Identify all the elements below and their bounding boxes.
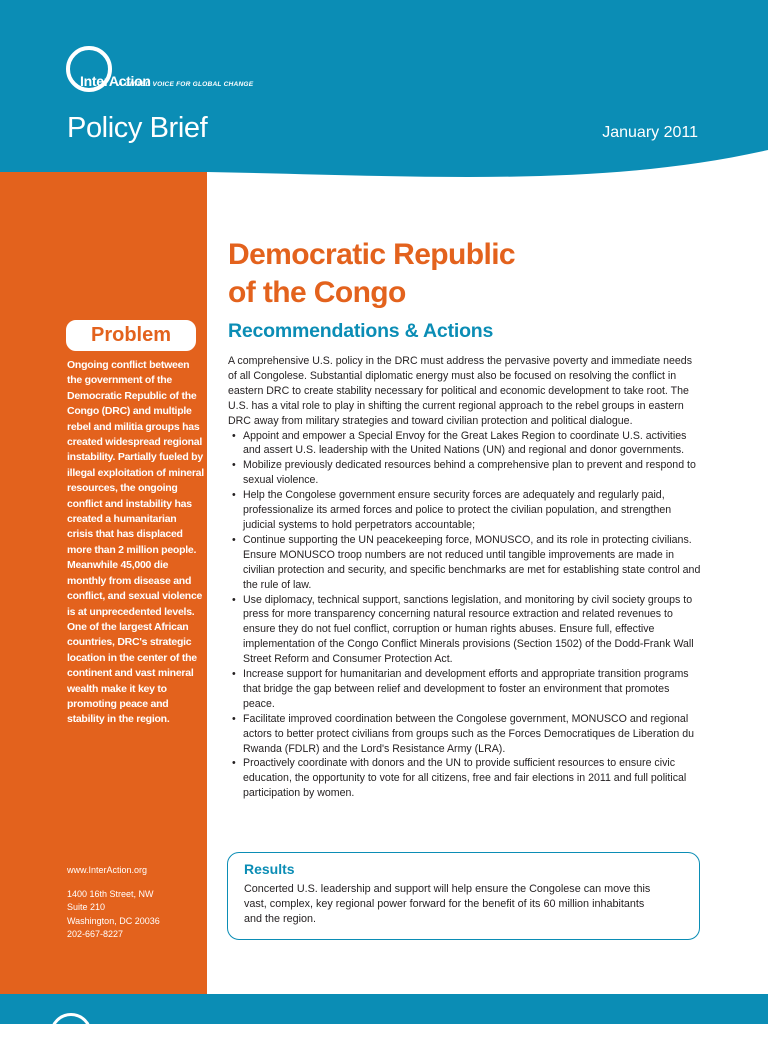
list-item-text: Continue supporting the UN peacekeeping force, MONUSCO, and its role in protecting civilians. Ensure MONUSCO troop numbers are not reduced until tangible improvements are made in civilian protection and security, and specific benchmarks are met for establishing state control and the rule of law. [243, 533, 701, 591]
address-line-3: Washington, DC 20036 [67, 915, 160, 926]
title-line-1: Democratic Republic [228, 238, 516, 271]
website-link[interactable]: www.InterAction.org [67, 865, 148, 875]
section-subtitle: Recommendations & Actions [228, 320, 494, 342]
problem-text: Ongoing conflict between the government of the Democratic Republic of the Congo (DRC) and multiple rebel and militia groups has created widespread regional instability. Partially fueled by illegal exploitation of mineral resources, the ongoing conflict and instability has created a humanitarian crisis that has displaced more than 2 million people. Meanwhile 45,000 die monthly from disease and conflict, and sexual violence is at unprecedented levels. One of the largest African countries, DRC's strategic location in the center of the continent and vast mineral wealth make it key to promoting peace and stability in the region. [67, 359, 204, 726]
bullet-icon: • [232, 533, 236, 546]
bullet-icon: • [232, 489, 236, 502]
list-item [228, 429, 701, 459]
results-box [227, 852, 700, 940]
recommendations-list [228, 429, 701, 802]
results-text: Concerted U.S. leadership and support will help ensure the Congolese can move this vast, complex, key regional power forward for the benefit of its 60 million inhabitants and the region. [244, 883, 651, 925]
logo-name: InterAction [80, 73, 151, 89]
body-text [228, 354, 701, 801]
bullet-icon: • [232, 757, 236, 770]
list-item-text: Increase support for humanitarian and development efforts and appropriate transition programs that bridge the gap between relief and development to foster an environment that promotes peace. [243, 668, 689, 710]
bullet-icon: • [232, 593, 236, 606]
publication-date: January 2011 [602, 124, 698, 141]
list-item [228, 488, 701, 533]
bullet-icon: • [232, 429, 236, 442]
bullet-icon: • [232, 712, 236, 725]
list-item-text: Facilitate improved coordination between the Congolese government, MONUSCO and regional actors to better protect civilians from groups such as the Forces Democratiques de Liberation du Rwanda (FDLR) and the Lord's Resistance Army (LRA). [243, 712, 695, 755]
address-line-1: 1400 16th Street, NW [67, 888, 154, 899]
list-item-text: Proactively coordinate with donors and the UN to provide sufficient resources to ensure civic education, the opportunity to vote for all citizens, free and fair elections in 2011 and full political participation by women. [243, 757, 687, 800]
logo-tagline: A UNITED VOICE FOR GLOBAL CHANGE [118, 81, 254, 88]
list-item-text: Appoint and empower a Special Envoy for the Great Lakes Region to coordinate U.S. activities and assert U.S. leadership with the United Nations (UN) and regional and donor governments. [243, 429, 687, 457]
list-item-text: Help the Congolese government ensure security forces are adequately and regularly paid, professionalize its armed forces and police to protect the civilian population, and strengthen judicial systems to hold perpetrators accountable; [243, 489, 672, 531]
problem-heading: Problem [66, 320, 196, 351]
list-item [228, 533, 701, 593]
interaction-logo [66, 46, 276, 106]
contact-info [67, 864, 160, 942]
list-item [228, 712, 701, 757]
phone-number: 202-667-8227 [67, 929, 124, 939]
intro-paragraph: A comprehensive U.S. policy in the DRC must address the pervasive poverty and immediate needs of all Congolese. Substantial diplomatic energy must also be focused on resolving the conflict in eastern DRC to create stability necessary for political and economic development to take root. The U.S. has a vital role to play in shifting the current regional approach to the rebel groups in eastern DRC away from military strategies and toward civilian protection and political dialogue. [228, 355, 692, 427]
title-line-2: of the Congo [228, 276, 406, 309]
bullet-icon: • [232, 459, 236, 472]
footer-band [0, 994, 768, 1024]
results-title: Results [244, 861, 295, 877]
list-item-text: Mobilize previously dedicated resources behind a comprehensive plan to prevent and respond to sexual violence. [243, 459, 696, 487]
doc-type-title: Policy Brief [67, 112, 208, 144]
footer-logo-icon [50, 1013, 92, 1055]
list-item-text: Use diplomacy, technical support, sanctions legislation, and monitoring by civil society groups to press for more transparency concerning natural resource extraction and related revenues to ensure they do not fuel conflict, corruption or human rights abuses. Ensure full, effective implementation of the Congo Conflict Minerals provisions (Section 1502) of the Dodd-Frank Wall Street Reform and Consumer Protection Act. [243, 593, 694, 666]
list-item [228, 756, 701, 801]
page-title [228, 236, 515, 312]
address-line-2: Suite 210 [67, 902, 106, 912]
list-item [228, 593, 701, 668]
bullet-icon: • [232, 668, 236, 681]
list-item [228, 667, 701, 712]
list-item [228, 458, 701, 488]
